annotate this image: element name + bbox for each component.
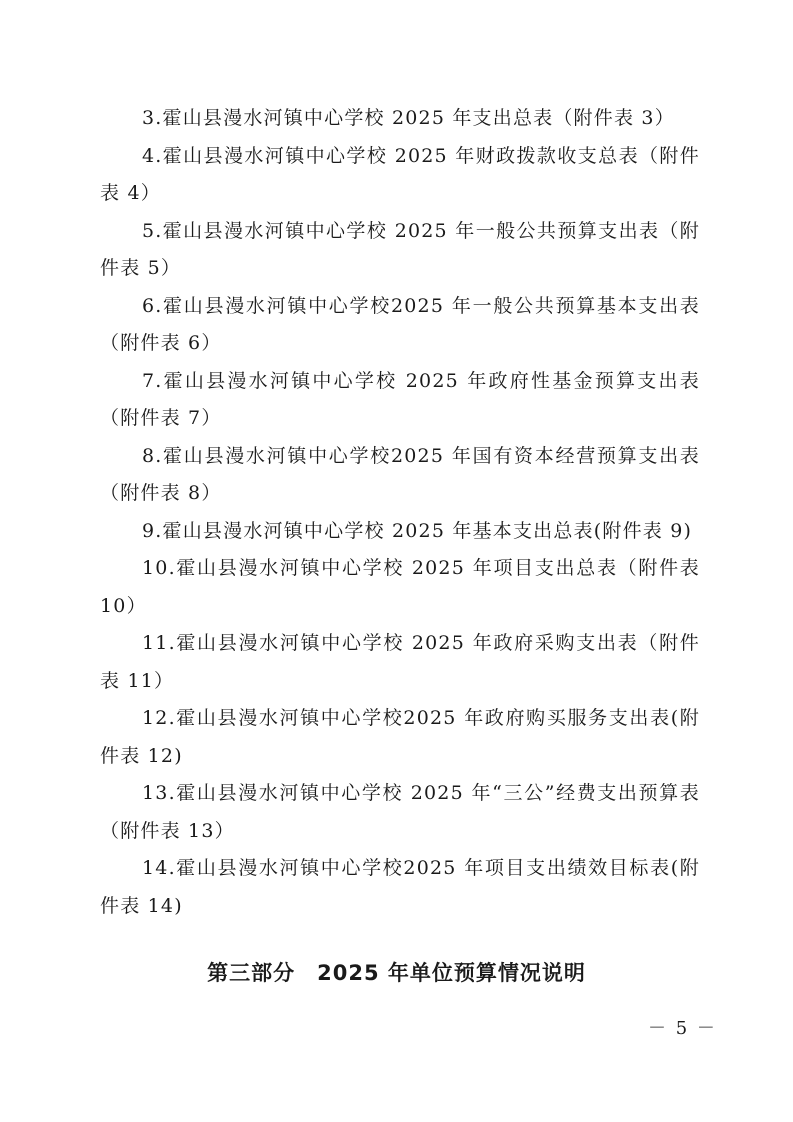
list-item: 6.霍山县漫水河镇中心学校2025 年一般公共预算基本支出表（附件表 6） bbox=[100, 294, 700, 354]
attachment-list bbox=[100, 100, 700, 925]
list-item: 3.霍山县漫水河镇中心学校 2025 年支出总表（附件表 3） bbox=[142, 107, 675, 129]
list-item: 5.霍山县漫水河镇中心学校 2025 年一般公共预算支出表（附件表 5） bbox=[100, 219, 700, 279]
list-item: 13.霍山县漫水河镇中心学校 2025 年“三公”经费支出预算表（附件表 13） bbox=[100, 782, 700, 842]
list-item: 10.霍山县漫水河镇中心学校 2025 年项目支出总表（附件表10） bbox=[100, 557, 700, 617]
list-item: 4.霍山县漫水河镇中心学校 2025 年财政拨款收支总表（附件表 4） bbox=[100, 144, 700, 204]
list-item: 12.霍山县漫水河镇中心学校2025 年政府购买服务支出表(附件表 12) bbox=[100, 707, 700, 767]
list-item: 11.霍山县漫水河镇中心学校 2025 年政府采购支出表（附件表 11） bbox=[100, 632, 700, 692]
list-item: 9.霍山县漫水河镇中心学校 2025 年基本支出总表(附件表 9) bbox=[142, 519, 693, 542]
list-item: 7.霍山县漫水河镇中心学校 2025 年政府性基金预算支出表（附件表 7） bbox=[100, 369, 700, 429]
list-item: 8.霍山县漫水河镇中心学校2025 年国有资本经营预算支出表（附件表 8） bbox=[100, 444, 700, 504]
section-title: 第三部分 2025 年单位预算情况说明 bbox=[207, 961, 586, 985]
page-number: － 5 － bbox=[648, 1018, 717, 1039]
list-item: 14.霍山县漫水河镇中心学校2025 年项目支出绩效目标表(附件表 14) bbox=[100, 857, 700, 917]
